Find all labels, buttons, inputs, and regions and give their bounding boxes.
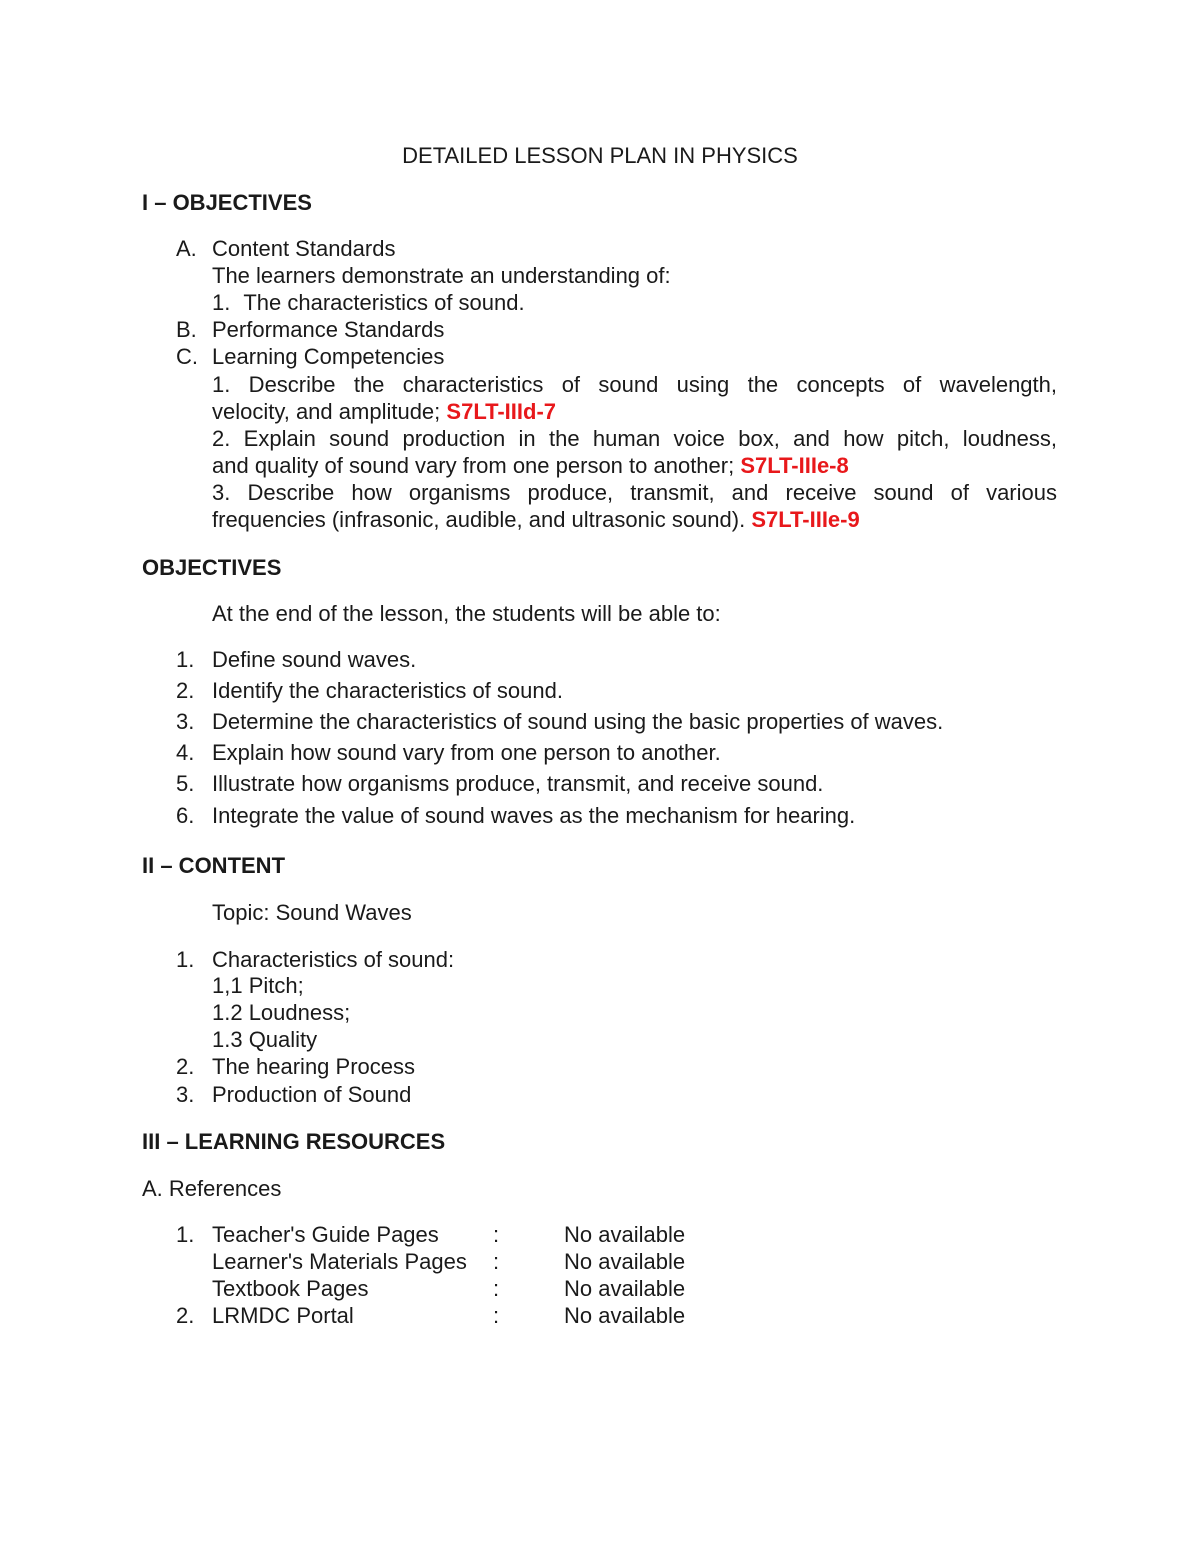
resource-separator: : <box>493 1276 500 1301</box>
competency-line <box>212 452 1057 479</box>
list-marker: 1. <box>176 1222 195 1247</box>
content-subitem: 1,1 Pitch; <box>212 973 304 998</box>
objective-item: Integrate the value of sound waves as the mechanism for hearing. <box>212 803 856 828</box>
list-marker: 1. <box>176 947 195 972</box>
competency-line: 2. Explain sound production in the human voice box, and how pitch, loudness, <box>212 426 1057 451</box>
objective-item: Define sound waves. <box>212 647 417 672</box>
competency-code: S7LT-IIIe-8 <box>740 453 849 478</box>
content-item: Production of Sound <box>212 1082 412 1107</box>
competency-1 <box>212 371 1057 425</box>
list-marker: 2. <box>176 678 195 703</box>
resource-separator: : <box>493 1303 500 1328</box>
competency-3 <box>212 479 1057 533</box>
content-subitem: 1.3 Quality <box>212 1027 318 1052</box>
section-heading-content: II – CONTENT <box>142 853 286 878</box>
resource-label: Textbook Pages <box>212 1276 369 1301</box>
list-marker: 3. <box>176 709 195 734</box>
list-marker: C. <box>176 344 198 369</box>
section-heading-objectives-2: OBJECTIVES <box>142 555 282 580</box>
objective-item: Explain how sound vary from one person to another. <box>212 740 721 765</box>
resource-value: No available <box>564 1303 686 1328</box>
objective-item: Determine the characteristics of sound using the basic properties of waves. <box>212 709 944 734</box>
content-topic: Topic: Sound Waves <box>212 900 412 925</box>
list-marker: 6. <box>176 803 195 828</box>
content-standards-item <box>212 289 525 316</box>
competency-code: S7LT-IIId-7 <box>446 399 557 424</box>
competency-text: frequencies (infrasonic, audible, and ultrasonic sound). <box>212 507 746 532</box>
resource-label: LRMDC Portal <box>212 1303 354 1328</box>
objective-item: Illustrate how organisms produce, transmit, and receive sound. <box>212 771 824 796</box>
list-item-text: The characteristics of sound. <box>243 290 525 315</box>
section-heading-objectives: I – OBJECTIVES <box>142 190 312 215</box>
competency-line: 1. Describe the characteristics of sound using the concepts of wavelength, <box>212 372 1057 397</box>
content-item: Characteristics of sound: <box>212 947 455 972</box>
list-marker: B. <box>176 317 197 342</box>
learning-competencies-label: Learning Competencies <box>212 344 445 369</box>
list-marker: 1. <box>212 290 231 315</box>
list-marker: 3. <box>176 1082 195 1107</box>
list-marker: 4. <box>176 740 195 765</box>
content-standards-label: Content Standards <box>212 236 396 261</box>
list-marker: 2. <box>176 1054 195 1079</box>
list-marker: 5. <box>176 771 195 796</box>
competency-2 <box>212 425 1057 479</box>
competency-text: velocity, and amplitude; <box>212 399 441 424</box>
resource-label: Learner's Materials Pages <box>212 1249 467 1274</box>
resource-separator: : <box>493 1222 500 1247</box>
competency-code: S7LT-IIIe-9 <box>751 507 860 532</box>
competency-line <box>212 506 1057 533</box>
resource-label: Teacher's Guide Pages <box>212 1222 439 1247</box>
list-marker: 2. <box>176 1303 195 1328</box>
resource-value: No available <box>564 1222 686 1247</box>
list-marker: A. <box>176 236 197 261</box>
competency-text: and quality of sound vary from one person to another; <box>212 453 735 478</box>
section-heading-learning-resources: III – LEARNING RESOURCES <box>142 1129 446 1154</box>
document-title: DETAILED LESSON PLAN IN PHYSICS <box>402 143 798 168</box>
performance-standards-label: Performance Standards <box>212 317 445 342</box>
competency-line: 3. Describe how organisms produce, transmit, and receive sound of various <box>212 480 1057 505</box>
competency-line <box>212 398 1057 425</box>
list-marker: 1. <box>176 647 195 672</box>
objectives-intro: At the end of the lesson, the students will be able to: <box>212 601 721 626</box>
content-item: The hearing Process <box>212 1054 415 1079</box>
references-label: A. References <box>142 1176 282 1201</box>
content-standards-intro: The learners demonstrate an understanding of: <box>212 263 671 288</box>
objective-item: Identify the characteristics of sound. <box>212 678 563 703</box>
resource-value: No available <box>564 1276 686 1301</box>
resource-separator: : <box>493 1249 500 1274</box>
content-subitem: 1.2 Loudness; <box>212 1000 351 1025</box>
resource-value: No available <box>564 1249 686 1274</box>
